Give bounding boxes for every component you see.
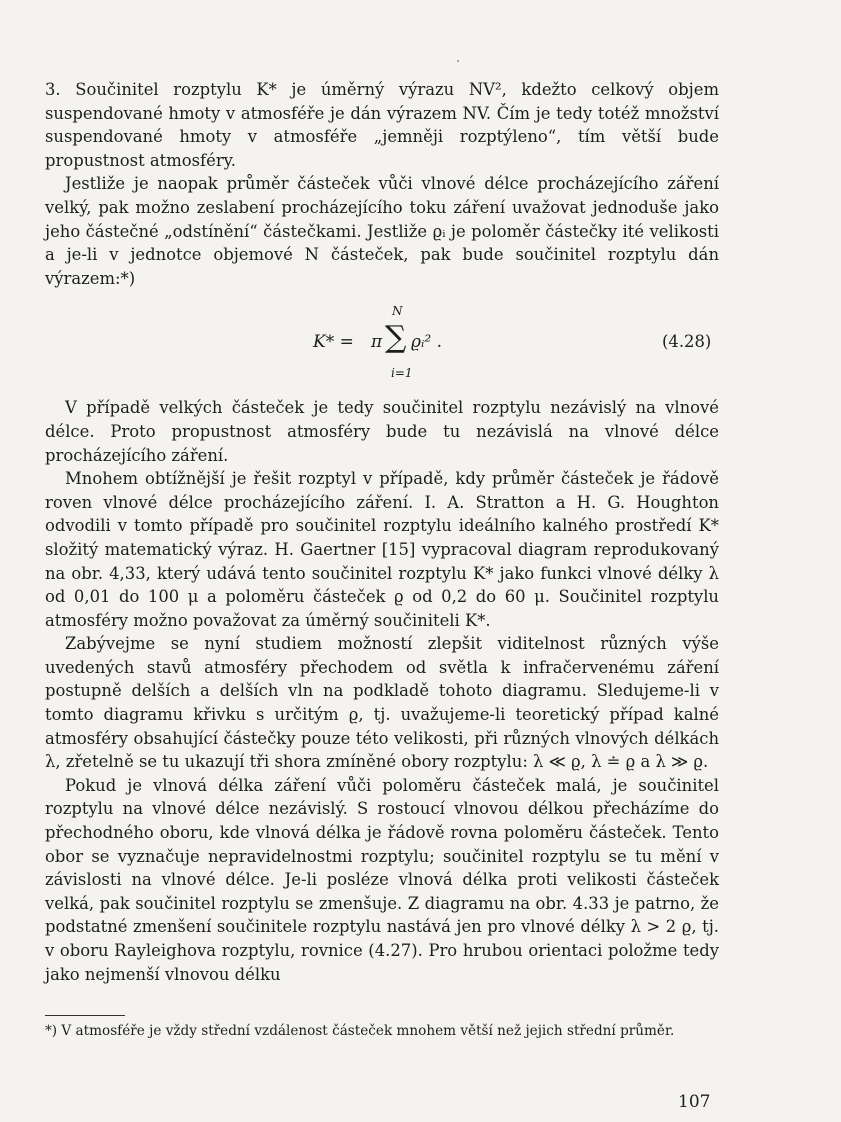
sum-lower-limit: i=1 [391,366,413,381]
paragraph-2: Jestliže je naopak průměr částeček vůči vlnové délce procházejícího záření velký, pak možno zeslabení procházejícího toku záření uvažovat jednoduše jako jeho částečné „odstínění“ částečkami. Jestliže ϱᵢ je poloměr částečky ité velikosti a je-li v jednotce objemové N částeček, pak bude součinitel rozptylu dán výrazem:*) [45,174,719,288]
paragraph-6: Pokud je vlnová délka záření vůči poloměru částeček malá, je součinitel rozptylu na vlnové délce nezávislý. S rostoucí vlnovou délkou přecházíme do přechodného oboru, kde vlnová délka je řádově rovna poloměru částeček. Tento obor se vyznačuje nepravidelnostmi rozptylu; součinitel rozptylu se tu mění v závislosti na vlnové délce. Je-li posléze vlnová délka proti velikosti částeček velká, pak součinitel rozptylu se zmenšuje. Z diagramu na obr. 4.33 je patrno, že podstatné zmenšení součinitele rozptylu nastává jen pro vlnové délky λ > 2 ϱ, tj. v oboru Rayleighova rozptylu, rovnice (4.27). Pro hrubou orientaci položme tedy jako nejmenší vlnovou délku [45,775,719,984]
page-body [45,78,719,986]
equation-lhs: K* = [313,332,354,353]
equation-term: ϱᵢ² . [411,332,443,353]
print-speck [457,60,459,62]
equation-body [313,294,513,390]
equation-4-28 [45,294,719,390]
paragraph-4: Mnohem obtížnější je řešit rozptyl v případě, kdy průměr částeček je řádově roven vlnové délce procházejícího záření. I. A. Stratton a H. G. Houghton odvodili v tomto případě pro součinitel rozptylu ideálního kalného prostředí K* složitý matematický výraz. H. Gaertner [15] vypracoval diagram reprodukovaný na obr. 4,33, který udává tento součinitel rozptylu K* jako funkci vlnové délky λ od 0,01 do 100 μ a poloměru částeček ϱ od 0,2 do 60 μ. Součinitel rozptylu atmosféry možno považovat za úměrný součiniteli K*. [45,469,719,630]
sum-upper-limit: N [392,304,403,319]
footnote: *) V atmosféře je vždy střední vzdálenost částeček mnohem větší než jejich střední průměr. [45,1023,675,1039]
paragraph-5: Zabývejme se nyní studiem možností zlepšit viditelnost různých výše uvedených stavů atmosféry přechodem od světla k infračervenému záření postupně delších a delších vln na podkladě tohoto diagramu. Sledujeme-li v tomto diagramu křivku s určitým ϱ, tj. uvažujeme-li teoretický případ kalné atmosféry obsahující částečky pouze této velikosti, při různých vlnových délkách λ, zřetelně se tu ukazují tři shora zmíněné obory rozptylu: λ ≪ ϱ, λ ≐ ϱ a λ ≫ ϱ. [45,634,719,772]
equation-pi: π [371,332,383,353]
page-number: 107 [678,1092,711,1112]
summation-symbol: ∑ [385,320,407,356]
paragraph-1: 3. Součinitel rozptylu K* je úměrný výrazu NV², kdežto celkový objem suspendované hmoty v atmosféře je dán výrazem NV. Čím je tedy totéž množství suspendované hmoty v atmosféře „jemněji rozptýleno“, tím větší bude propustnost atmosféry. [45,80,719,170]
paragraph-3: V případě velkých částeček je tedy součinitel rozptylu nezávislý na vlnové délce. Proto propustnost atmosféry bude tu nezávislá na vlnové délce procházejícího záření. [45,398,719,465]
footnote-divider [45,1015,125,1016]
equation-number: (4.28) [662,332,712,352]
